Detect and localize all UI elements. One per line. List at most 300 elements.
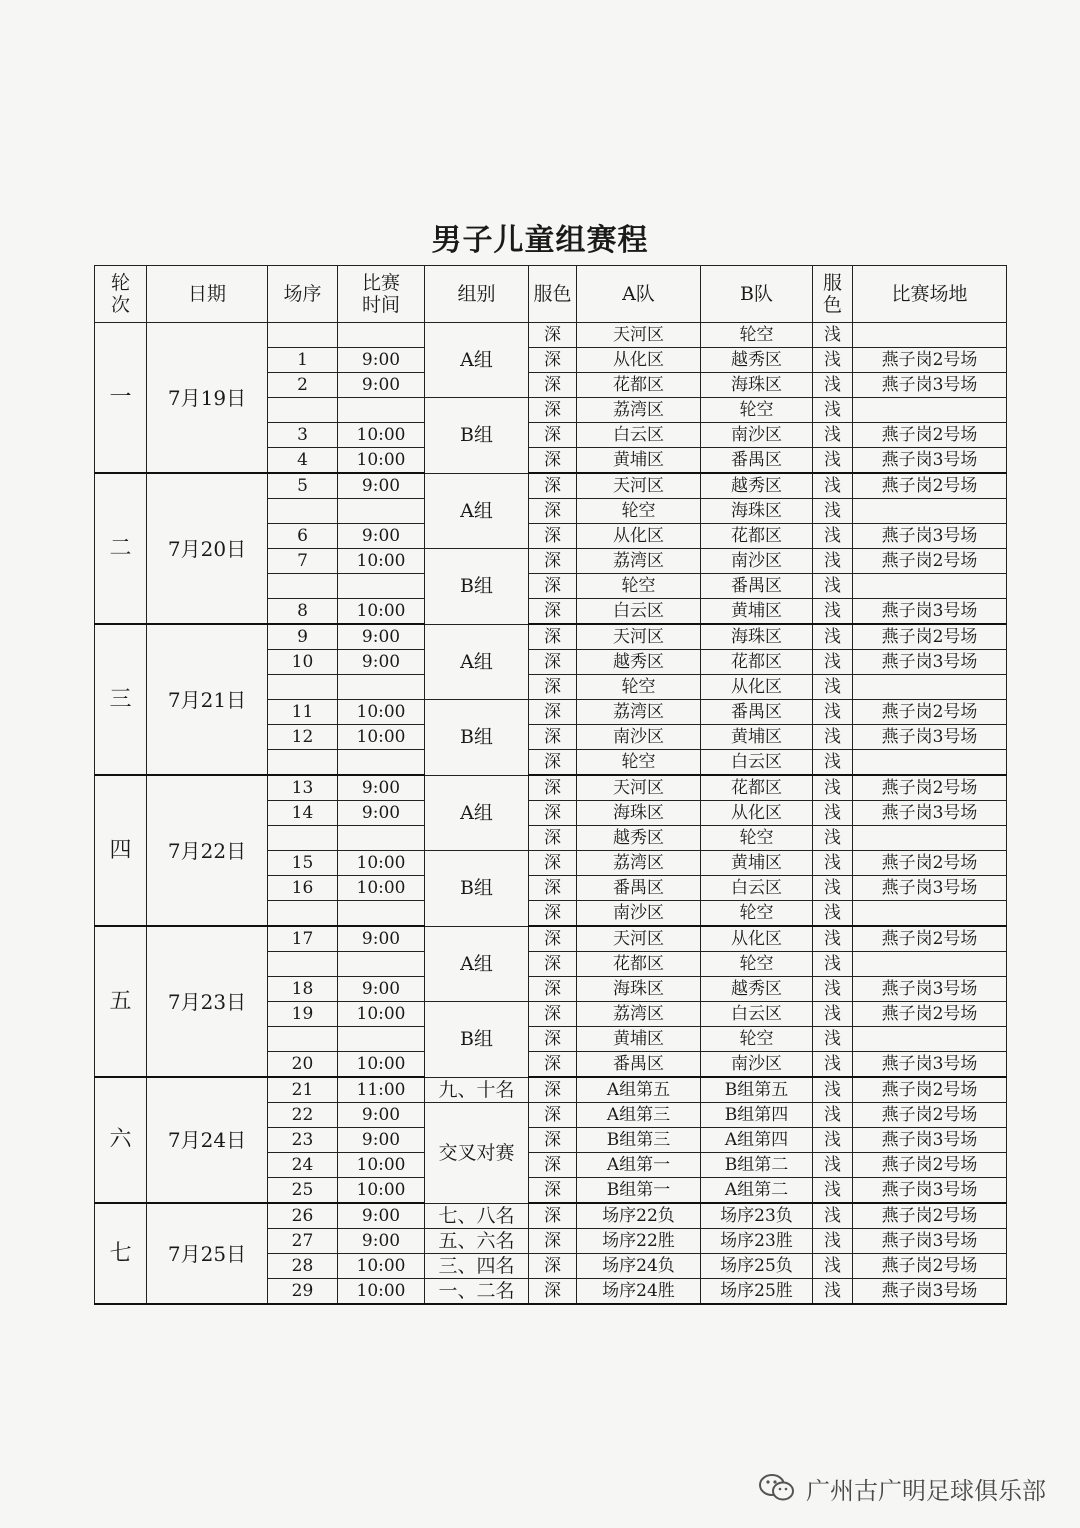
match-time: 10:00 <box>338 851 425 876</box>
match-venue: 燕子岗2号场 <box>853 1203 1007 1229</box>
team-b-color: 浅 <box>813 876 853 901</box>
table-header-row <box>95 266 1007 323</box>
team-a: 场序22负 <box>577 1203 701 1229</box>
team-a: 花都区 <box>577 952 701 977</box>
match-time: 10:00 <box>338 700 425 725</box>
match-time: 10:00 <box>338 1279 425 1305</box>
group-label: 九、十名 <box>425 1077 529 1103</box>
match-venue: 燕子岗2号场 <box>853 1254 1007 1279</box>
match-time: 10:00 <box>338 549 425 574</box>
match-venue: 燕子岗3号场 <box>853 1279 1007 1305</box>
team-a-color: 深 <box>529 1203 577 1229</box>
match-venue: 燕子岗3号场 <box>853 1128 1007 1153</box>
match-time: 10:00 <box>338 725 425 750</box>
team-b-color: 浅 <box>813 398 853 423</box>
match-date: 7月24日 <box>147 1077 268 1203</box>
match-time <box>338 952 425 977</box>
team-a: 场序24胜 <box>577 1279 701 1305</box>
match-time <box>338 398 425 423</box>
header-seq: 场序 <box>268 266 338 323</box>
match-seq: 13 <box>268 775 338 801</box>
team-b: 场序23负 <box>701 1203 813 1229</box>
team-a-color: 深 <box>529 1178 577 1204</box>
match-seq <box>268 675 338 700</box>
match-seq: 15 <box>268 851 338 876</box>
team-a-color: 深 <box>529 901 577 927</box>
match-time: 9:00 <box>338 1103 425 1128</box>
match-seq <box>268 574 338 599</box>
footer-account-name: 广州古广明足球俱乐部 <box>806 1476 1046 1505</box>
match-date: 7月21日 <box>147 624 268 775</box>
match-time <box>338 750 425 776</box>
team-b: 场序23胜 <box>701 1229 813 1254</box>
match-time <box>338 826 425 851</box>
team-a: 从化区 <box>577 524 701 549</box>
match-seq <box>268 826 338 851</box>
match-time: 9:00 <box>338 775 425 801</box>
match-time: 11:00 <box>338 1077 425 1103</box>
match-seq: 26 <box>268 1203 338 1229</box>
round-number: 七 <box>95 1203 147 1304</box>
team-b: 轮空 <box>701 826 813 851</box>
team-b-color: 浅 <box>813 1052 853 1078</box>
match-venue <box>853 398 1007 423</box>
team-b-color: 浅 <box>813 725 853 750</box>
match-venue <box>853 750 1007 776</box>
header-venue: 比赛场地 <box>853 266 1007 323</box>
match-venue: 燕子岗3号场 <box>853 524 1007 549</box>
match-time: 9:00 <box>338 348 425 373</box>
match-venue: 燕子岗3号场 <box>853 1052 1007 1078</box>
match-time: 9:00 <box>338 524 425 549</box>
team-a: 轮空 <box>577 675 701 700</box>
group-label: 一、二名 <box>425 1279 529 1305</box>
match-venue: 燕子岗2号场 <box>853 549 1007 574</box>
match-time: 10:00 <box>338 448 425 474</box>
match-time: 9:00 <box>338 1203 425 1229</box>
team-b-color: 浅 <box>813 1077 853 1103</box>
match-seq: 2 <box>268 373 338 398</box>
match-time: 10:00 <box>338 423 425 448</box>
team-a: 黄埔区 <box>577 1027 701 1052</box>
team-a-color: 深 <box>529 750 577 776</box>
match-time: 9:00 <box>338 926 425 952</box>
team-b-color: 浅 <box>813 599 853 625</box>
match-seq: 21 <box>268 1077 338 1103</box>
match-venue: 燕子岗2号场 <box>853 624 1007 650</box>
team-b: 轮空 <box>701 398 813 423</box>
team-a: 海珠区 <box>577 801 701 826</box>
match-seq: 27 <box>268 1229 338 1254</box>
team-b-color: 浅 <box>813 1229 853 1254</box>
team-a-color: 深 <box>529 624 577 650</box>
match-seq: 22 <box>268 1103 338 1128</box>
team-b: 黄埔区 <box>701 725 813 750</box>
match-venue: 燕子岗2号场 <box>853 473 1007 499</box>
team-b: 场序25负 <box>701 1254 813 1279</box>
match-seq: 20 <box>268 1052 338 1078</box>
team-a: 黄埔区 <box>577 448 701 474</box>
group-label: 三、四名 <box>425 1254 529 1279</box>
team-b-color: 浅 <box>813 952 853 977</box>
table-row <box>95 926 1007 952</box>
match-time: 10:00 <box>338 1052 425 1078</box>
team-a: 荔湾区 <box>577 851 701 876</box>
team-b-color: 浅 <box>813 1254 853 1279</box>
team-b: 白云区 <box>701 1002 813 1027</box>
team-a-color: 深 <box>529 524 577 549</box>
team-a: A组第五 <box>577 1077 701 1103</box>
team-b: 轮空 <box>701 952 813 977</box>
match-seq: 14 <box>268 801 338 826</box>
team-a-color: 深 <box>529 851 577 876</box>
team-b: 花都区 <box>701 524 813 549</box>
team-a-color: 深 <box>529 675 577 700</box>
match-date: 7月22日 <box>147 775 268 926</box>
team-a-color: 深 <box>529 1254 577 1279</box>
wechat-icon <box>758 1472 796 1504</box>
match-time <box>338 574 425 599</box>
team-b-color: 浅 <box>813 323 853 348</box>
team-b-color: 浅 <box>813 1178 853 1204</box>
match-time: 9:00 <box>338 624 425 650</box>
header-date: 日期 <box>147 266 268 323</box>
match-venue: 燕子岗2号场 <box>853 348 1007 373</box>
match-venue <box>853 323 1007 348</box>
team-b-color: 浅 <box>813 750 853 776</box>
round-number: 二 <box>95 473 147 624</box>
team-a: 越秀区 <box>577 650 701 675</box>
team-b: 番禺区 <box>701 448 813 474</box>
team-a: 场序24负 <box>577 1254 701 1279</box>
match-venue <box>853 499 1007 524</box>
match-venue: 燕子岗2号场 <box>853 700 1007 725</box>
team-b-color: 浅 <box>813 826 853 851</box>
team-b-color: 浅 <box>813 675 853 700</box>
match-time: 9:00 <box>338 801 425 826</box>
group-label: B组 <box>425 549 529 625</box>
team-b: 越秀区 <box>701 473 813 499</box>
header-color-b: 服色 <box>813 266 853 323</box>
match-venue: 燕子岗3号场 <box>853 373 1007 398</box>
team-b-color: 浅 <box>813 775 853 801</box>
round-number: 四 <box>95 775 147 926</box>
team-b-color: 浅 <box>813 448 853 474</box>
team-b-color: 浅 <box>813 1103 853 1128</box>
team-b-color: 浅 <box>813 499 853 524</box>
match-date: 7月25日 <box>147 1203 268 1304</box>
team-b-color: 浅 <box>813 348 853 373</box>
match-time: 9:00 <box>338 1229 425 1254</box>
match-time: 10:00 <box>338 599 425 625</box>
team-b: A组第四 <box>701 1128 813 1153</box>
match-seq <box>268 499 338 524</box>
match-venue: 燕子岗3号场 <box>853 599 1007 625</box>
team-a-color: 深 <box>529 826 577 851</box>
match-seq: 9 <box>268 624 338 650</box>
team-b: 海珠区 <box>701 624 813 650</box>
group-label: A组 <box>425 473 529 549</box>
team-a-color: 深 <box>529 348 577 373</box>
team-a-color: 深 <box>529 1103 577 1128</box>
match-seq: 1 <box>268 348 338 373</box>
footer-watermark <box>758 1468 1046 1508</box>
match-seq: 16 <box>268 876 338 901</box>
team-b-color: 浅 <box>813 926 853 952</box>
team-b-color: 浅 <box>813 473 853 499</box>
match-time: 10:00 <box>338 1153 425 1178</box>
match-date: 7月23日 <box>147 926 268 1077</box>
team-b: 轮空 <box>701 1027 813 1052</box>
group-label: A组 <box>425 323 529 398</box>
table-row <box>95 1203 1007 1229</box>
team-a-color: 深 <box>529 876 577 901</box>
match-seq: 6 <box>268 524 338 549</box>
match-time: 9:00 <box>338 1128 425 1153</box>
match-seq: 4 <box>268 448 338 474</box>
team-a: 荔湾区 <box>577 700 701 725</box>
team-a: 轮空 <box>577 499 701 524</box>
team-a-color: 深 <box>529 1229 577 1254</box>
header-color-a: 服色 <box>529 266 577 323</box>
team-b-color: 浅 <box>813 373 853 398</box>
match-time <box>338 1027 425 1052</box>
header-team-b: B队 <box>701 266 813 323</box>
match-seq: 24 <box>268 1153 338 1178</box>
team-a-color: 深 <box>529 977 577 1002</box>
match-seq: 3 <box>268 423 338 448</box>
match-time: 10:00 <box>338 1178 425 1204</box>
match-time: 10:00 <box>338 1002 425 1027</box>
team-a-color: 深 <box>529 775 577 801</box>
group-label: B组 <box>425 851 529 927</box>
team-a: 白云区 <box>577 423 701 448</box>
match-venue: 燕子岗2号场 <box>853 1077 1007 1103</box>
team-b: 越秀区 <box>701 977 813 1002</box>
team-b-color: 浅 <box>813 700 853 725</box>
team-a: 天河区 <box>577 323 701 348</box>
team-b: B组第四 <box>701 1103 813 1128</box>
team-b: 白云区 <box>701 876 813 901</box>
table-row <box>95 473 1007 499</box>
team-a: 番禺区 <box>577 1052 701 1078</box>
match-time: 9:00 <box>338 473 425 499</box>
team-a-color: 深 <box>529 574 577 599</box>
header-round: 轮次 <box>95 266 147 323</box>
team-b-color: 浅 <box>813 574 853 599</box>
team-b: 南沙区 <box>701 1052 813 1078</box>
team-b: 花都区 <box>701 775 813 801</box>
match-date: 7月20日 <box>147 473 268 624</box>
group-label: A组 <box>425 775 529 851</box>
team-a-color: 深 <box>529 398 577 423</box>
match-seq: 12 <box>268 725 338 750</box>
match-time: 9:00 <box>338 650 425 675</box>
team-b-color: 浅 <box>813 901 853 927</box>
match-venue <box>853 1027 1007 1052</box>
match-seq: 19 <box>268 1002 338 1027</box>
team-b: 从化区 <box>701 801 813 826</box>
team-a: 番禺区 <box>577 876 701 901</box>
team-b-color: 浅 <box>813 1203 853 1229</box>
team-a: 越秀区 <box>577 826 701 851</box>
team-b: A组第二 <box>701 1178 813 1204</box>
team-b: 越秀区 <box>701 348 813 373</box>
match-seq: 7 <box>268 549 338 574</box>
match-seq <box>268 398 338 423</box>
group-label: A组 <box>425 926 529 1002</box>
table-row <box>95 323 1007 348</box>
team-a-color: 深 <box>529 952 577 977</box>
match-venue: 燕子岗3号场 <box>853 448 1007 474</box>
team-b-color: 浅 <box>813 1128 853 1153</box>
match-time: 10:00 <box>338 876 425 901</box>
team-b: 黄埔区 <box>701 599 813 625</box>
team-b: 黄埔区 <box>701 851 813 876</box>
match-seq <box>268 901 338 927</box>
group-label: 交叉对赛 <box>425 1103 529 1204</box>
match-time <box>338 323 425 348</box>
match-seq <box>268 323 338 348</box>
team-a-color: 深 <box>529 700 577 725</box>
match-venue: 燕子岗3号场 <box>853 801 1007 826</box>
match-venue: 燕子岗3号场 <box>853 1178 1007 1204</box>
team-b-color: 浅 <box>813 624 853 650</box>
match-venue: 燕子岗3号场 <box>853 977 1007 1002</box>
team-a: 海珠区 <box>577 977 701 1002</box>
match-venue: 燕子岗3号场 <box>853 650 1007 675</box>
team-b-color: 浅 <box>813 1153 853 1178</box>
match-seq <box>268 1027 338 1052</box>
match-venue: 燕子岗2号场 <box>853 423 1007 448</box>
match-venue: 燕子岗2号场 <box>853 1103 1007 1128</box>
group-label: 五、六名 <box>425 1229 529 1254</box>
team-b: 花都区 <box>701 650 813 675</box>
team-b: 从化区 <box>701 926 813 952</box>
match-venue <box>853 826 1007 851</box>
match-seq: 18 <box>268 977 338 1002</box>
team-b-color: 浅 <box>813 524 853 549</box>
match-venue: 燕子岗3号场 <box>853 876 1007 901</box>
team-a-color: 深 <box>529 1128 577 1153</box>
team-a: B组第三 <box>577 1128 701 1153</box>
match-seq: 17 <box>268 926 338 952</box>
group-label: 七、八名 <box>425 1203 529 1229</box>
team-b: B组第二 <box>701 1153 813 1178</box>
team-b-color: 浅 <box>813 423 853 448</box>
match-venue: 燕子岗2号场 <box>853 1153 1007 1178</box>
team-a: 南沙区 <box>577 725 701 750</box>
team-a-color: 深 <box>529 448 577 474</box>
team-b-color: 浅 <box>813 977 853 1002</box>
team-a: 天河区 <box>577 473 701 499</box>
team-a-color: 深 <box>529 423 577 448</box>
team-a-color: 深 <box>529 650 577 675</box>
match-venue <box>853 952 1007 977</box>
team-a-color: 深 <box>529 499 577 524</box>
team-b: 番禺区 <box>701 700 813 725</box>
page-title: 男子儿童组赛程 <box>431 223 649 258</box>
schedule-table <box>94 265 1007 1305</box>
match-seq: 8 <box>268 599 338 625</box>
match-venue: 燕子岗2号场 <box>853 1002 1007 1027</box>
match-time: 9:00 <box>338 977 425 1002</box>
team-b-color: 浅 <box>813 801 853 826</box>
round-number: 一 <box>95 323 147 474</box>
team-b: 轮空 <box>701 323 813 348</box>
match-seq <box>268 750 338 776</box>
match-time: 9:00 <box>338 373 425 398</box>
team-a: 南沙区 <box>577 901 701 927</box>
team-b-color: 浅 <box>813 1279 853 1305</box>
match-time <box>338 675 425 700</box>
team-b-color: 浅 <box>813 549 853 574</box>
match-venue: 燕子岗2号场 <box>853 851 1007 876</box>
team-a-color: 深 <box>529 549 577 574</box>
group-label: A组 <box>425 624 529 700</box>
match-venue: 燕子岗2号场 <box>853 926 1007 952</box>
match-seq: 10 <box>268 650 338 675</box>
team-b-color: 浅 <box>813 1027 853 1052</box>
team-b-color: 浅 <box>813 650 853 675</box>
team-a: 白云区 <box>577 599 701 625</box>
team-a: 荔湾区 <box>577 398 701 423</box>
table-row <box>95 775 1007 801</box>
team-b-color: 浅 <box>813 851 853 876</box>
team-b: 场序25胜 <box>701 1279 813 1305</box>
group-label: B组 <box>425 1002 529 1078</box>
team-a-color: 深 <box>529 599 577 625</box>
team-b: 海珠区 <box>701 499 813 524</box>
team-a: 轮空 <box>577 574 701 599</box>
team-a-color: 深 <box>529 926 577 952</box>
team-a-color: 深 <box>529 1279 577 1305</box>
team-a-color: 深 <box>529 801 577 826</box>
team-a: 天河区 <box>577 775 701 801</box>
team-a-color: 深 <box>529 1153 577 1178</box>
match-date: 7月19日 <box>147 323 268 474</box>
team-a: B组第一 <box>577 1178 701 1204</box>
round-number: 五 <box>95 926 147 1077</box>
match-venue: 燕子岗3号场 <box>853 725 1007 750</box>
header-team-a: A队 <box>577 266 701 323</box>
header-group: 组别 <box>425 266 529 323</box>
match-time: 10:00 <box>338 1254 425 1279</box>
team-a-color: 深 <box>529 323 577 348</box>
match-venue: 燕子岗2号场 <box>853 775 1007 801</box>
match-seq: 23 <box>268 1128 338 1153</box>
team-a-color: 深 <box>529 725 577 750</box>
group-label: B组 <box>425 700 529 776</box>
match-seq <box>268 952 338 977</box>
schedule-body <box>95 323 1007 1305</box>
team-a: 荔湾区 <box>577 1002 701 1027</box>
team-a: A组第一 <box>577 1153 701 1178</box>
match-venue <box>853 574 1007 599</box>
match-time <box>338 901 425 927</box>
team-b: 南沙区 <box>701 423 813 448</box>
table-row <box>95 1077 1007 1103</box>
team-a: 花都区 <box>577 373 701 398</box>
header-time: 比赛时间 <box>338 266 425 323</box>
team-b: 番禺区 <box>701 574 813 599</box>
match-seq: 5 <box>268 473 338 499</box>
team-b-color: 浅 <box>813 1002 853 1027</box>
team-a: 荔湾区 <box>577 549 701 574</box>
round-number: 三 <box>95 624 147 775</box>
team-b: 从化区 <box>701 675 813 700</box>
team-a-color: 深 <box>529 473 577 499</box>
